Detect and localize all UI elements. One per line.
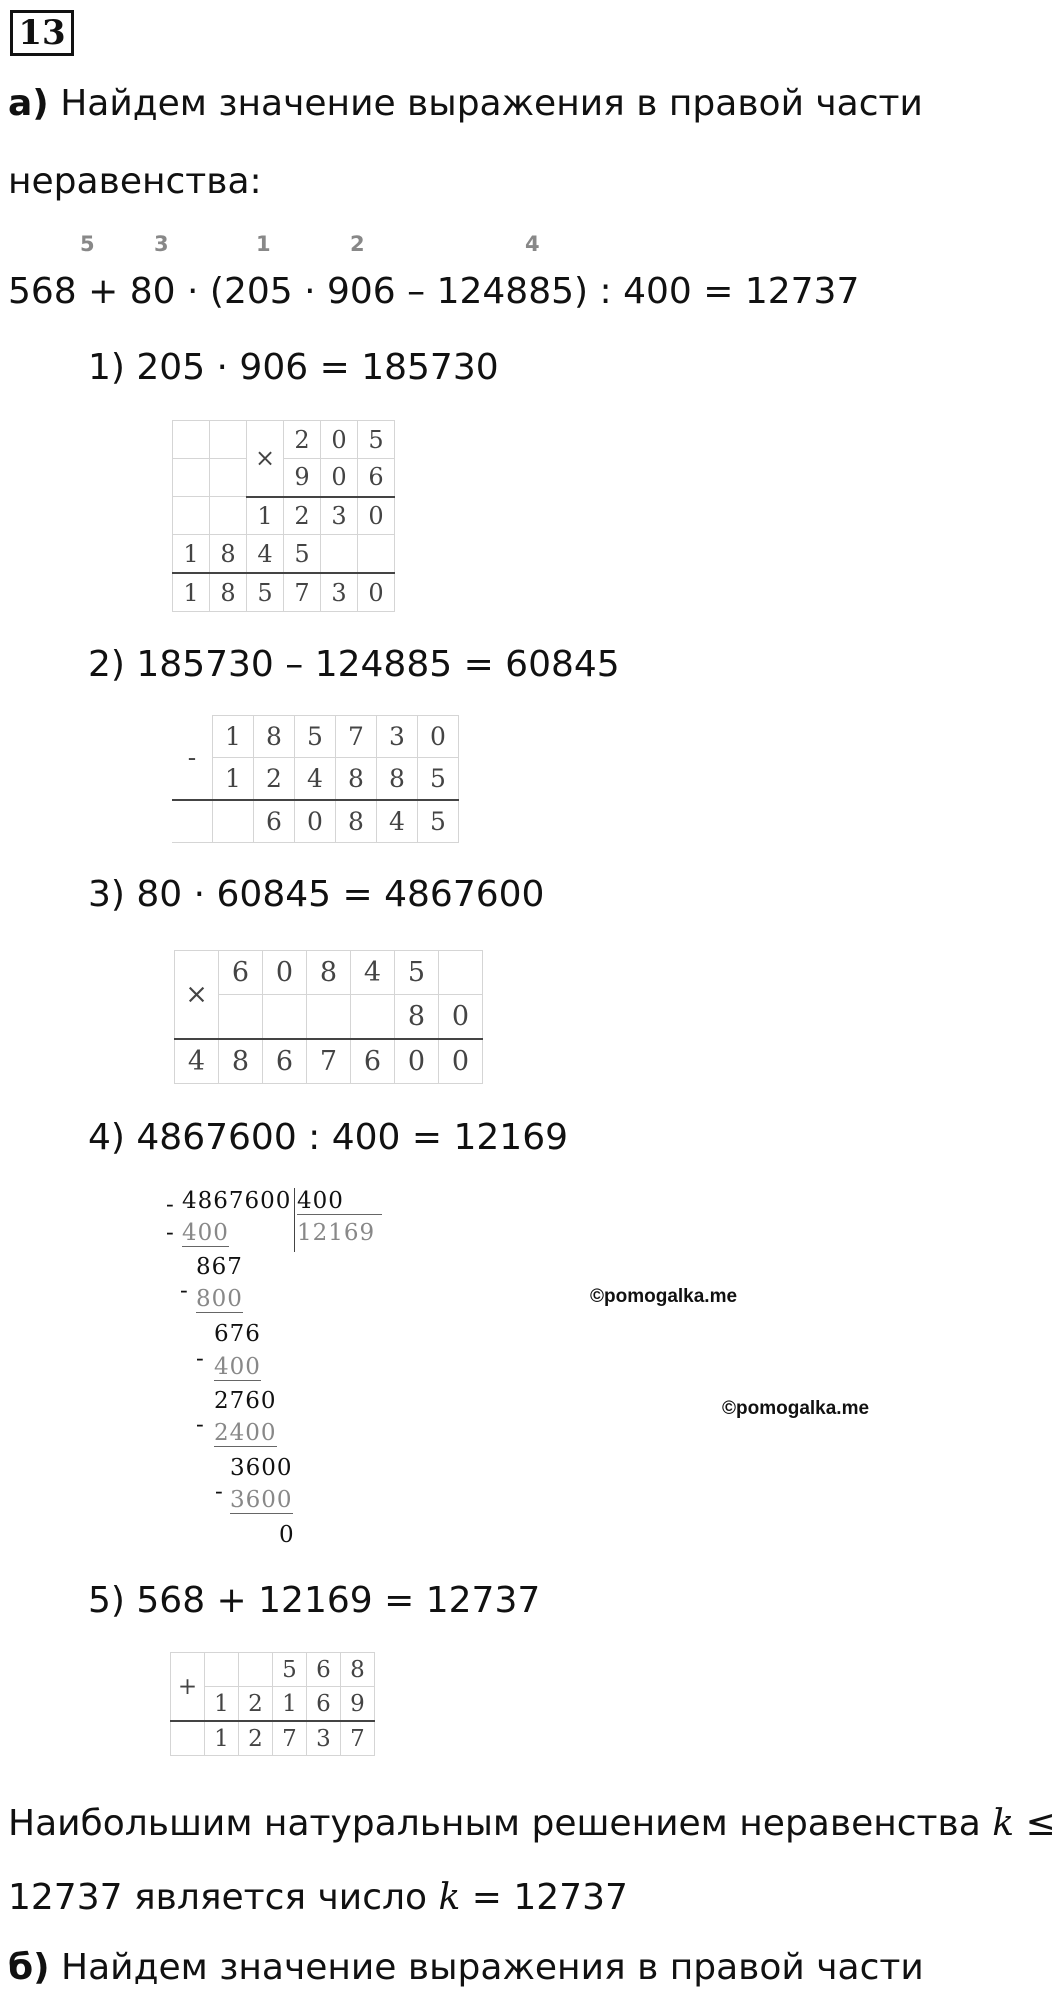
conclusion-line2	[8, 1876, 628, 1920]
conclusion-line1	[8, 1802, 1056, 1846]
grid-cell: 1	[173, 535, 210, 574]
grid-cell: 5	[395, 951, 439, 995]
grid-cell: 5	[273, 1653, 307, 1687]
grid-cell: 7	[284, 573, 321, 612]
grid-cell: 4	[377, 800, 418, 843]
step-4-title: 4) 4867600 : 400 = 12169	[88, 1117, 569, 1158]
grid-cell: 8	[395, 995, 439, 1040]
step-5-title: 5) 568 + 12169 = 12737	[88, 1580, 541, 1621]
minus-sign: -	[215, 1479, 224, 1505]
grid-cell	[173, 459, 210, 497]
grid-cell: 7	[307, 1039, 351, 1084]
grid-cell: 0	[295, 800, 336, 843]
grid-cell: 7	[336, 716, 377, 758]
watermark: ©pomogalka.me	[722, 1398, 870, 1419]
grid-cell	[171, 1721, 205, 1756]
grid-cell: 8	[307, 951, 351, 995]
grid-cell: 1	[205, 1721, 239, 1756]
grid-cell	[172, 800, 213, 843]
grid-cell	[358, 535, 395, 574]
grid-cell: 3	[307, 1721, 341, 1756]
conclusion-answer: = 12737	[471, 1877, 628, 1918]
grid-cell	[173, 421, 210, 459]
grid-cell	[210, 497, 247, 535]
partial-subtrahend: 400	[182, 1220, 229, 1246]
grid-cell: 8	[210, 535, 247, 574]
partial-subtrahend: 800	[196, 1286, 243, 1312]
minus-sign: -	[166, 1220, 175, 1246]
partial-subtrahend: 3600	[230, 1487, 293, 1513]
grid-cell: 0	[321, 421, 358, 459]
watermark: ©pomogalka.me	[590, 1286, 738, 1307]
minus-sign: -	[180, 1278, 189, 1304]
minus-sign: -	[196, 1412, 205, 1438]
grid-cell: 0	[395, 1039, 439, 1084]
grid-cell: 5	[247, 573, 284, 612]
subtraction-column-table	[172, 715, 459, 843]
grid-cell	[307, 995, 351, 1040]
grid-cell: 5	[295, 716, 336, 758]
grid-cell: 4	[295, 758, 336, 801]
grid-cell: 0	[439, 995, 483, 1040]
grid-cell: 2	[239, 1687, 273, 1722]
division-dividend: 4867600	[182, 1188, 292, 1214]
grid-cell: 1	[173, 573, 210, 612]
grid-cell: 4	[247, 535, 284, 574]
grid-cell: 1	[205, 1687, 239, 1722]
division-divisor: 400	[297, 1188, 382, 1215]
order-mark: 3	[154, 232, 169, 256]
grid-cell: 8	[210, 573, 247, 612]
partial-remainder: 2760	[214, 1388, 277, 1414]
grid-cell: 8	[336, 758, 377, 801]
grid-cell: 0	[321, 459, 358, 497]
main-expression: 568 + 80 · (205 · 906 – 124885) : 400 = 12737	[8, 271, 860, 312]
grid-cell: 2	[239, 1721, 273, 1756]
grid-cell	[213, 800, 254, 843]
grid-cell	[439, 951, 483, 995]
grid-cell	[263, 995, 307, 1040]
conclusion-number: 12737	[8, 1877, 123, 1918]
grid-cell: 6	[307, 1687, 341, 1722]
order-mark: 1	[256, 232, 271, 256]
grid-cell: 8	[219, 1039, 263, 1084]
part-b-label: б)	[8, 1947, 50, 1988]
plus-sign: +	[171, 1653, 205, 1722]
part-a-heading	[8, 82, 923, 126]
part-b-heading-text: Найдем значение выражения в правой части	[61, 1947, 924, 1988]
partial-remainder: 867	[196, 1254, 243, 1280]
step-3-title: 3) 80 · 60845 = 4867600	[88, 874, 545, 915]
grid-cell	[219, 995, 263, 1040]
grid-cell: 1	[213, 716, 254, 758]
mult2-column-table	[174, 950, 483, 1084]
order-mark: 4	[525, 232, 540, 256]
conclusion-text: Наибольшим натуральным решением неравенства	[8, 1803, 981, 1844]
grid-cell: 2	[254, 758, 295, 801]
order-mark: 5	[80, 232, 95, 256]
division-quotient: 12169	[297, 1220, 376, 1246]
grid-cell: 3	[321, 573, 358, 612]
grid-cell: 6	[263, 1039, 307, 1084]
final-remainder: 0	[279, 1522, 295, 1548]
grid-cell: 0	[358, 573, 395, 612]
grid-cell: 6	[219, 951, 263, 995]
minus-sign: -	[196, 1346, 205, 1372]
step-1-title: 1) 205 · 906 = 185730	[88, 347, 499, 388]
grid-cell: 8	[254, 716, 295, 758]
grid-cell: 3	[377, 716, 418, 758]
grid-cell: 5	[358, 421, 395, 459]
multiply-sign: ×	[175, 951, 219, 1040]
grid-cell: 5	[418, 800, 459, 843]
grid-cell: 5	[418, 758, 459, 801]
grid-cell	[321, 535, 358, 574]
grid-cell: 5	[284, 535, 321, 574]
step-2-title: 2) 185730 – 124885 = 60845	[88, 644, 620, 685]
grid-cell: 9	[341, 1687, 375, 1722]
grid-cell: 6	[358, 459, 395, 497]
grid-cell: 2	[284, 421, 321, 459]
variable-k: k	[992, 1803, 1015, 1844]
grid-cell: 8	[377, 758, 418, 801]
grid-cell: 1	[247, 497, 284, 535]
grid-cell	[239, 1653, 273, 1687]
grid-cell: 8	[341, 1653, 375, 1687]
grid-cell: 0	[263, 951, 307, 995]
grid-cell: 0	[439, 1039, 483, 1084]
partial-subtrahend: 400	[214, 1354, 261, 1380]
grid-cell: 6	[351, 1039, 395, 1084]
grid-cell	[205, 1653, 239, 1687]
mult1-column-table	[172, 420, 395, 612]
grid-cell: 8	[336, 800, 377, 843]
grid-cell: 2	[284, 497, 321, 535]
partial-remainder: 676	[214, 1321, 261, 1347]
grid-cell: 6	[307, 1653, 341, 1687]
grid-cell: 0	[358, 497, 395, 535]
grid-cell: 1	[273, 1687, 307, 1722]
division-vertical-line	[294, 1188, 295, 1252]
grid-cell	[210, 421, 247, 459]
grid-cell: 7	[341, 1721, 375, 1756]
conclusion-text: является число	[133, 1877, 428, 1918]
variable-k: k	[438, 1877, 461, 1918]
part-b-heading	[8, 1946, 924, 1990]
grid-cell: 9	[284, 459, 321, 497]
grid-cell: 7	[273, 1721, 307, 1756]
addition-column-table	[170, 1652, 375, 1756]
grid-cell: 4	[175, 1039, 219, 1084]
grid-cell	[173, 497, 210, 535]
part-a-label: а)	[8, 83, 49, 124]
minus-sign: -	[166, 1192, 175, 1218]
grid-cell	[210, 459, 247, 497]
minus-sign: -	[172, 716, 213, 801]
grid-cell: 6	[254, 800, 295, 843]
grid-cell: 4	[351, 951, 395, 995]
grid-cell	[351, 995, 395, 1040]
partial-subtrahend: 2400	[214, 1420, 277, 1446]
part-a-heading-line2: неравенства:	[8, 161, 262, 202]
multiply-sign: ×	[247, 421, 284, 497]
grid-cell: 0	[418, 716, 459, 758]
task-number-badge: 13	[10, 10, 74, 56]
part-a-heading-text: Найдем значение выражения в правой части	[60, 83, 923, 124]
grid-cell: 3	[321, 497, 358, 535]
order-mark: 2	[350, 232, 365, 256]
le-sign: ≤	[1025, 1803, 1056, 1844]
grid-cell: 1	[213, 758, 254, 801]
partial-remainder: 3600	[230, 1455, 293, 1481]
